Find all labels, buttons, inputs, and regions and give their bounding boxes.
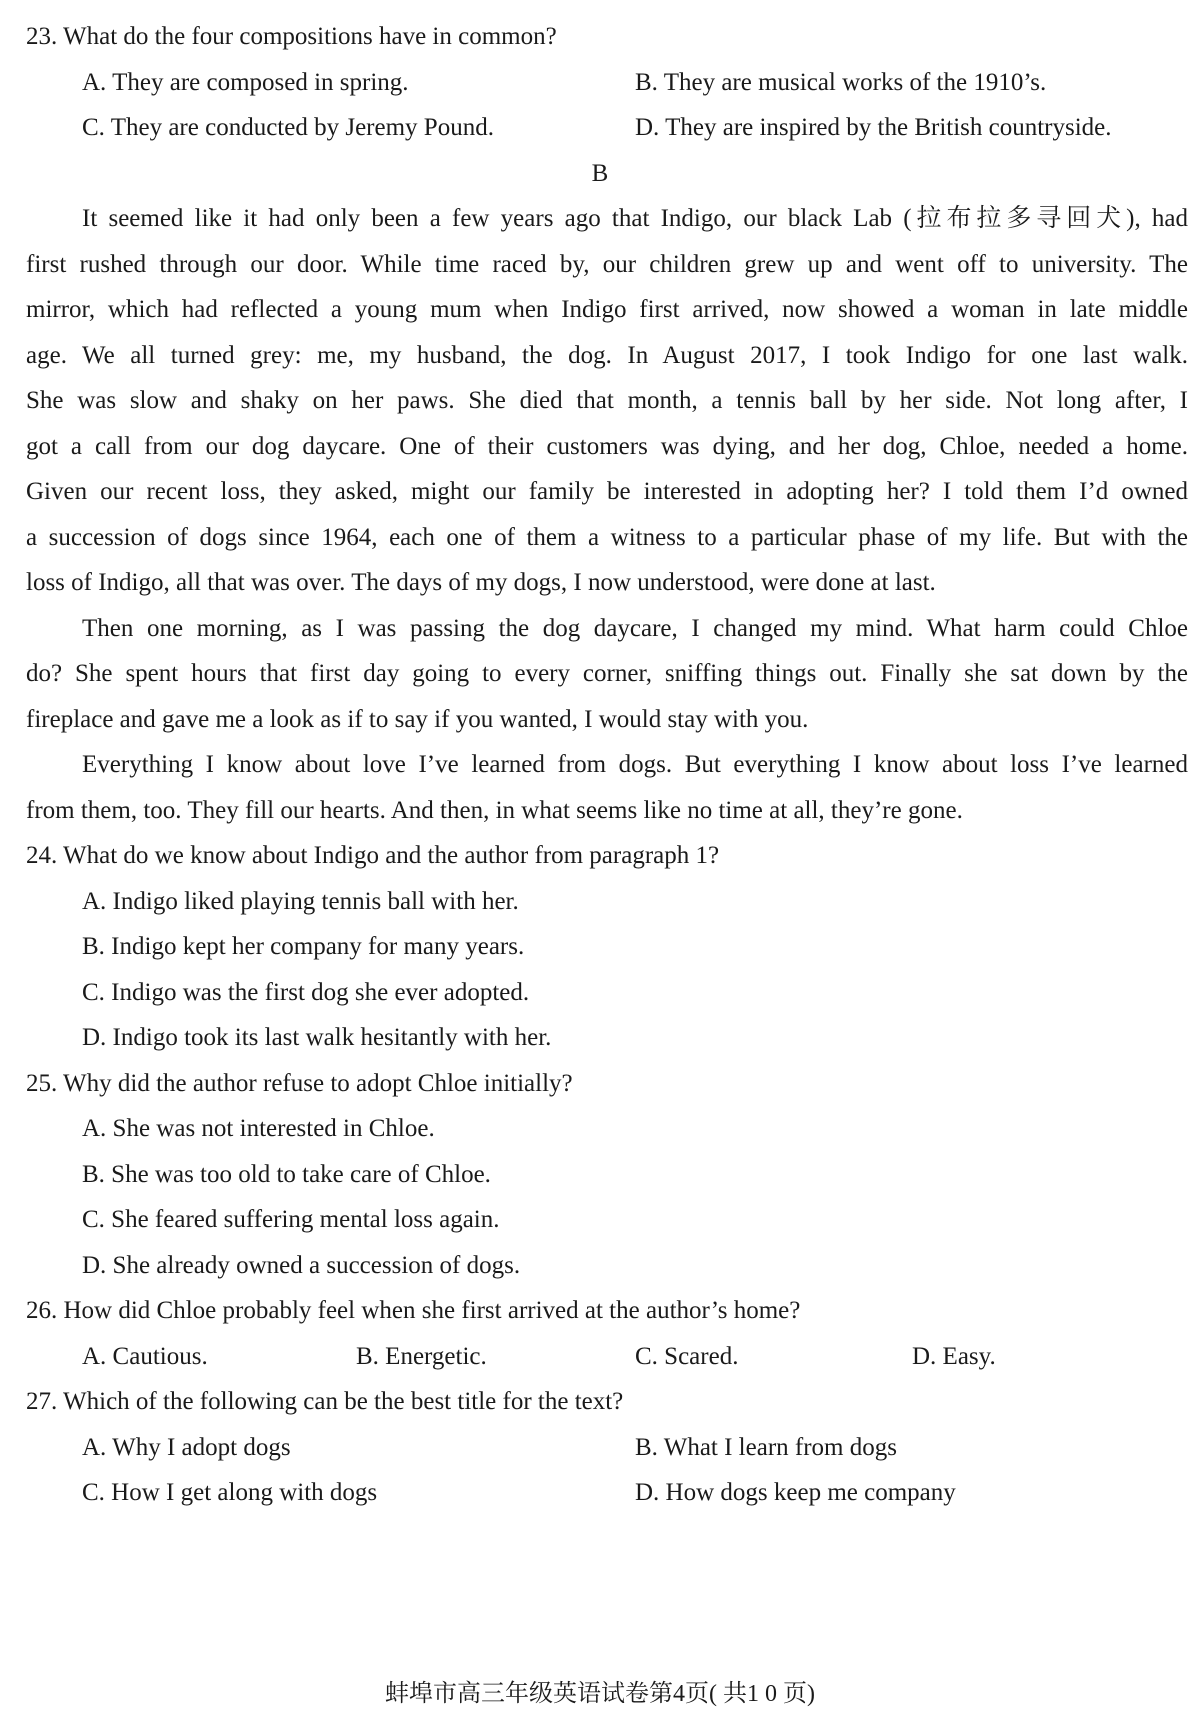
page-footer: 蚌埠市高三年级英语试卷第4页( 共1 0 页) xyxy=(385,1681,815,1707)
passage-p1-line: mirror, which had reflected a young mum when Indigo first arrived, now showed a woman in late middle xyxy=(26,296,1188,323)
passage-p1-line: loss of Indigo, all that was over. The days of my dogs, I now understood, were done at last. xyxy=(26,569,936,596)
q25-option-a: A. She was not interested in Chloe. xyxy=(82,1115,435,1142)
q27-options-row-2 xyxy=(0,1476,1200,1510)
q25-option-b: B. She was too old to take care of Chloe. xyxy=(82,1161,491,1188)
q24-option-c: C. Indigo was the first dog she ever adopted. xyxy=(82,979,530,1006)
passage-p1-line: She was slow and shaky on her paws. She died that month, a tennis ball by her side. Not long after, I xyxy=(26,387,1188,414)
passage-p1-line: got a call from our dog daycare. One of their customers was dying, and her dog, Chloe, needed a home. xyxy=(26,433,1188,460)
q25-option-d: D. She already owned a succession of dogs. xyxy=(82,1252,521,1279)
passage-p1-line: Given our recent loss, they asked, might our family be interested in adopting her? I told them I’d owned xyxy=(26,478,1188,505)
q23-option-c: C. They are conducted by Jeremy Pound. xyxy=(82,114,494,141)
q27-stem: 27. Which of the following can be the best title for the text? xyxy=(26,1388,624,1415)
q26-stem: 26. How did Chloe probably feel when she first arrived at the author’s home? xyxy=(26,1297,801,1324)
q27-option-a: A. Why I adopt dogs xyxy=(82,1434,291,1461)
passage-p2-line: Then one morning, as I was passing the dog daycare, I changed my mind. What harm could Chloe xyxy=(82,615,1188,642)
passage-p1-line: age. We all turned grey: me, my husband, the dog. In August 2017, I took Indigo for one last walk. xyxy=(26,342,1188,369)
q27-option-d: D. How dogs keep me company xyxy=(635,1479,956,1506)
passage-p2-line: fireplace and gave me a look as if to say if you wanted, I would stay with you. xyxy=(26,706,809,733)
passage-p1-line: first rushed through our door. While time raced by, our children grew up and went off to university. The xyxy=(26,251,1188,278)
q24-option-d: D. Indigo took its last walk hesitantly with her. xyxy=(82,1024,552,1051)
q26-option-b: B. Energetic. xyxy=(356,1343,487,1370)
q26-option-c: C. Scared. xyxy=(635,1343,739,1370)
q25-stem: 25. Why did the author refuse to adopt Chloe initially? xyxy=(26,1070,573,1097)
q23-options-row-1 xyxy=(0,66,1200,100)
section-heading: B xyxy=(591,160,609,187)
q25-option-c: C. She feared suffering mental loss again. xyxy=(82,1206,500,1233)
q24-option-a: A. Indigo liked playing tennis ball with her. xyxy=(82,888,519,915)
passage-p1-line: It seemed like it had only been a few years ago that Indigo, our black Lab (拉布拉多寻回犬), had xyxy=(82,205,1188,232)
passage-p2-line: do? She spent hours that first day going to every corner, sniffing things out. Finally she sat down by the xyxy=(26,660,1188,687)
q27-options-row-1 xyxy=(0,1431,1200,1465)
q26-option-d: D. Easy. xyxy=(912,1343,996,1370)
passage-p1-line: a succession of dogs since 1964, each one of them a witness to a particular phase of my life. But with the xyxy=(26,524,1188,551)
passage-p3-line: Everything I know about love I’ve learned from dogs. But everything I know about loss I’ve learned xyxy=(82,751,1188,778)
q24-option-b: B. Indigo kept her company for many years. xyxy=(82,933,525,960)
q23-option-d: D. They are inspired by the British countryside. xyxy=(635,114,1112,141)
q23-stem: 23. What do the four compositions have in common? xyxy=(26,23,557,50)
q26-options-row xyxy=(0,1340,1200,1374)
q23-option-a: A. They are composed in spring. xyxy=(82,69,409,96)
q27-option-c: C. How I get along with dogs xyxy=(82,1479,378,1506)
passage-p3-line: from them, too. They fill our hearts. And then, in what seems like no time at all, they’re gone. xyxy=(26,797,963,824)
q27-option-b: B. What I learn from dogs xyxy=(635,1434,897,1461)
q24-stem: 24. What do we know about Indigo and the author from paragraph 1? xyxy=(26,842,720,869)
q26-option-a: A. Cautious. xyxy=(82,1343,208,1370)
q23-option-b: B. They are musical works of the 1910’s. xyxy=(635,69,1047,96)
q23-options-row-2 xyxy=(0,111,1200,145)
